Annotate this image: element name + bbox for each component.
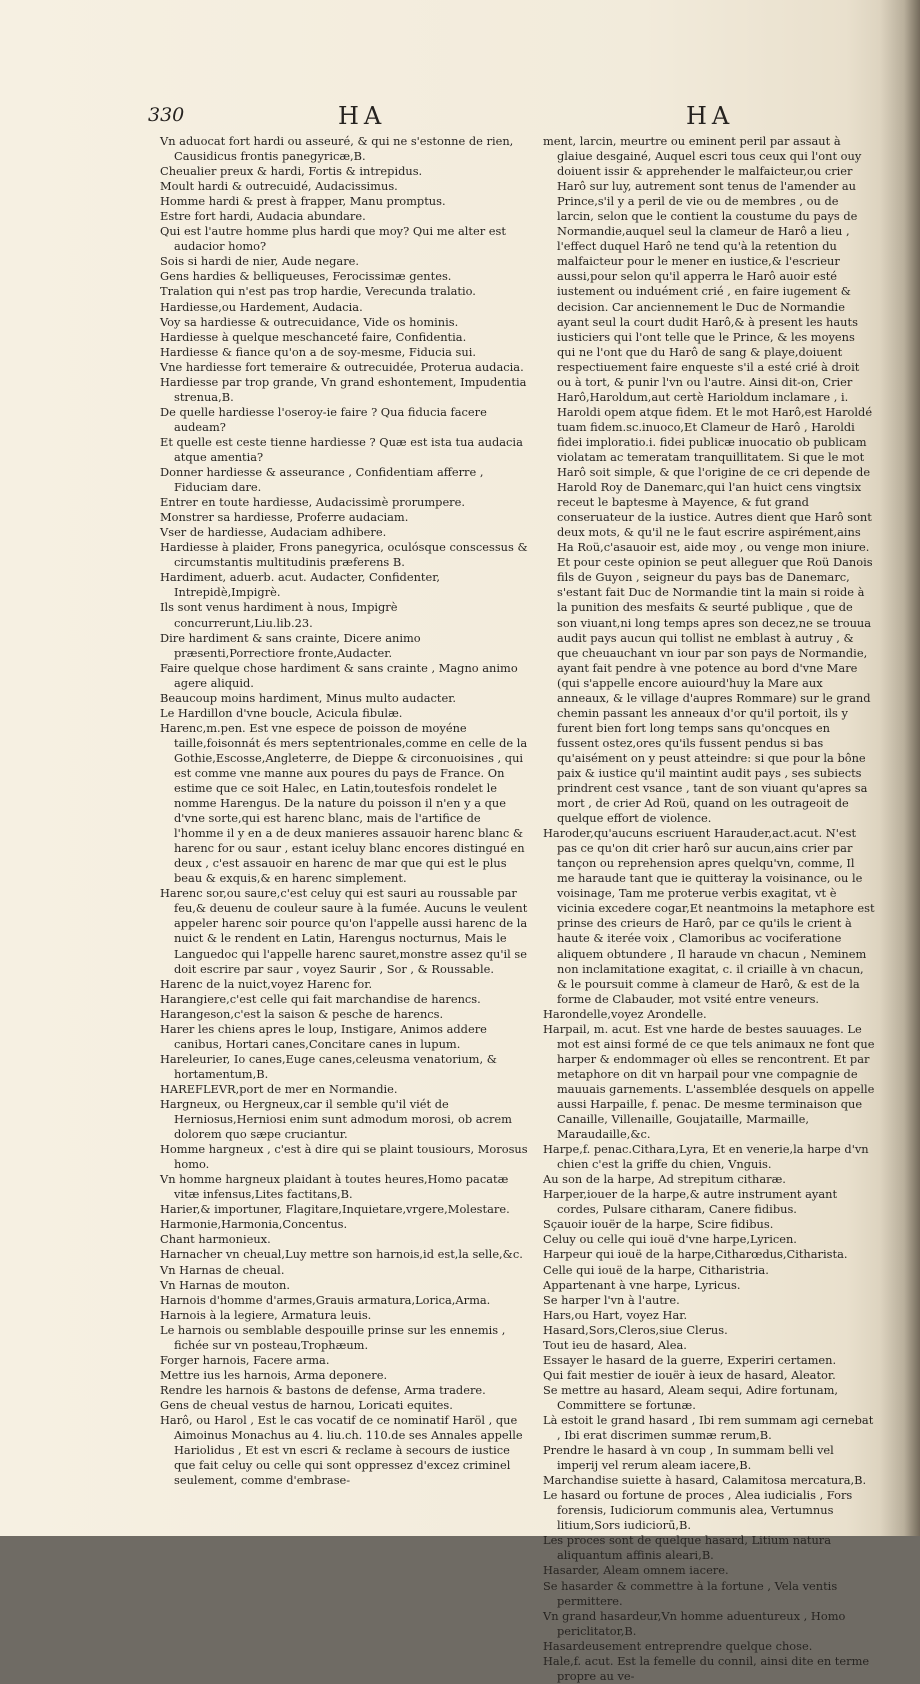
dictionary-entry: Homme hardi & prest à frapper, Manu promptus. bbox=[160, 194, 446, 209]
dictionary-entry: Hareleurier, Io canes,Euge canes,celeusma venatorium, & hortamentum,B. bbox=[160, 1051, 497, 1081]
dictionary-entry: Beaucoup moins hardiment, Minus multo audacter. bbox=[160, 690, 457, 705]
dictionary-entry: Harpeur qui iouë de la harpe,Citharœdus,Citharista. bbox=[543, 1247, 848, 1262]
page-header bbox=[148, 104, 868, 134]
dictionary-entry: Hasard,Sors,Cleros,siue Clerus. bbox=[543, 1322, 728, 1337]
dictionary-entry: Et quelle est ceste tienne hardiesse ? Quæ est ista tua audacia atque amentia? bbox=[160, 434, 523, 464]
right-column bbox=[543, 134, 875, 1684]
dictionary-entry: Harenc,m.pen. Est vne espece de poisson de moyéne taille,foisonnát és mers septentrionales,comme en celle de la Gothie,Escosse,Angleterre, de Dieppe & circonuoisines , qui est comme vne manne aux poures du pays de France. On estime que ce soit Halec, en Latin,toutesfois rondelet le nomme Harengus. De la nature du poisson il n'en y a que d'vne sorte,qui est harenc blanc, mais de l'artifice de l'homme il y en a de deux manieres assauoir harenc blanc & harenc for ou saur , estant iceluy blanc encores distingué en deux , c'est assauoir en harenc de mar que qui est le plus beau & exquis,& en harenc simplement. bbox=[160, 720, 528, 886]
dictionary-entry: Vn Harnas de mouton. bbox=[160, 1277, 290, 1292]
dictionary-entry: Chant harmonieux. bbox=[160, 1232, 271, 1247]
dictionary-entry: Gens hardies & belliqueuses, Ferocissimæ gentes. bbox=[160, 269, 452, 284]
dictionary-entry: Hardiesse,ou Hardement, Audacia. bbox=[160, 299, 363, 314]
dictionary-entry: Voy sa hardiesse & outrecuidance, Vide os hominis. bbox=[160, 314, 459, 329]
dictionary-entry: Hardiesse à plaider, Frons panegyrica, oculósque conscessus & circumstantis multitudinis præferens B. bbox=[160, 540, 528, 570]
dictionary-entry: Harnacher vn cheual,Luy mettre son harnois,id est,la selle,&c. bbox=[160, 1247, 523, 1262]
dictionary-entry: Harmonie,Harmonia,Concentus. bbox=[160, 1217, 348, 1232]
dictionary-entry: Harangiere,c'est celle qui fait marchandise de harencs. bbox=[160, 991, 481, 1006]
dictionary-entry: Harpe,f. penac.Cithara,Lyra, Et en venerie,la harpe d'vn chien c'est la griffe du chien, Vnguis. bbox=[543, 1142, 869, 1172]
dictionary-entry: Cheualier preux & hardi, Fortis & intrepidus. bbox=[160, 164, 423, 179]
dictionary-entry: Hargneux, ou Hergneux,car il semble qu'il viét de Herniosus,Herniosi enim sunt admodum morosi, ob acrem dolorem quo sæpe cruciantur. bbox=[160, 1097, 512, 1142]
dictionary-entry: Harenc sor,ou saure,c'est celuy qui est sauri au roussable par feu,& deuenu de couleur saure à la fumée. Aucuns le veulent appeler harenc soir pource qu'on l'appelle aussi harenc de la nuict & le rendent en Latin, Harengus nocturnus, Mais le Languedoc qui l'appelle harenc sauret,monstre assez qu'il se doit escrire par saur , voyez Saurir , Sor , & Roussable. bbox=[160, 886, 528, 976]
dictionary-entry: Sçauoir iouër de la harpe, Scire fidibus. bbox=[543, 1217, 774, 1232]
dictionary-entry: Celuy ou celle qui iouë d'vne harpe,Lyricen. bbox=[543, 1232, 797, 1247]
dictionary-entry: Harangeson,c'est la saison & pesche de harencs. bbox=[160, 1006, 444, 1021]
dictionary-entry: Estre fort hardi, Audacia abundare. bbox=[160, 209, 366, 224]
dictionary-entry: Le hasard ou fortune de proces , Alea iudicialis , Fors forensis, Iudiciorum communis alea, Vertumnus litium,Sors iudiciorū,B. bbox=[543, 1488, 853, 1533]
dictionary-entry: Harnois à la legiere, Armatura leuis. bbox=[160, 1307, 372, 1322]
dictionary-entry: Dire hardiment & sans crainte, Dicere animo præsenti,Porrectiore fronte,Audacter. bbox=[160, 630, 421, 660]
dictionary-entry: Tralation qui n'est pas trop hardie, Verecunda tralatio. bbox=[160, 284, 476, 299]
dictionary-entry: Ils sont venus hardiment à nous, Impigrè concurrerunt,Liu.lib.23. bbox=[160, 600, 398, 630]
dictionary-entry: Celle qui iouë de la harpe, Citharistria. bbox=[543, 1262, 769, 1277]
dictionary-entry: Harô, ou Harol , Est le cas vocatif de ce nominatif Haröl , que Aimoinus Monachus au 4. liu.ch. 110.de ses Annales appelle Hariolidus , Et est vn escri & reclame à secours de iustice que fait celuy ou celle qui sont oppressez d'excez criminel seulement, comme d'embrase- bbox=[160, 1412, 523, 1488]
dictionary-entry: Prendre le hasard à vn coup , In summam belli vel imperij vel rerum aleam iacere,B. bbox=[543, 1443, 834, 1473]
dictionary-entry: Vn grand hasardeur,Vn homme aduentureux , Homo periclitator,B. bbox=[543, 1608, 846, 1638]
dictionary-entry: Rendre les harnois & bastons de defense, Arma tradere. bbox=[160, 1382, 486, 1397]
dictionary-entry: Se harper l'vn à l'autre. bbox=[543, 1292, 680, 1307]
dictionary-entry: Hardiesse par trop grande, Vn grand eshontement, Impudentia strenua,B. bbox=[160, 374, 527, 404]
dictionary-entry: Sois si hardi de nier, Aude negare. bbox=[160, 254, 359, 269]
dictionary-entry: Le Hardillon d'vne boucle, Acicula fibulæ. bbox=[160, 705, 403, 720]
dictionary-entry: Moult hardi & outrecuidé, Audacissimus. bbox=[160, 179, 398, 194]
dictionary-entry: Vn Harnas de cheual. bbox=[160, 1262, 285, 1277]
dictionary-entry: Qui fait mestier de iouër à ieux de hasard, Aleator. bbox=[543, 1367, 836, 1382]
dictionary-entry: Entrer en toute hardiesse, Audacissimè prorumpere. bbox=[160, 495, 465, 510]
dictionary-entry: Monstrer sa hardiesse, Proferre audaciam. bbox=[160, 510, 409, 525]
dictionary-entry: Gens de cheual vestus de harnou, Loricati equites. bbox=[160, 1397, 453, 1412]
dictionary-entry: Hardiesse & fiance qu'on a de soy-mesme, Fiducia sui. bbox=[160, 344, 476, 359]
dictionary-entry: Hasardeusement entreprendre quelque chose. bbox=[543, 1638, 813, 1653]
running-head-left: HA bbox=[338, 102, 387, 130]
dictionary-entry: Les proces sont de quelque hasard, Litium natura aliquantum affinis aleari,B. bbox=[543, 1533, 832, 1563]
dictionary-entry: Donner hardiesse & asseurance , Confidentiam afferre , Fiduciam dare. bbox=[160, 465, 484, 495]
dictionary-entry: Mettre ius les harnois, Arma deponere. bbox=[160, 1367, 388, 1382]
dictionary-entry: Vn homme hargneux plaidant à toutes heures,Homo pacatæ vitæ infensus,Lites factitans,B. bbox=[160, 1172, 509, 1202]
dictionary-entry: Harer les chiens apres le loup, Instigare, Animos addere canibus, Hortari canes,Concitare canes in lupum. bbox=[160, 1021, 487, 1051]
dictionary-entry: Faire quelque chose hardiment & sans crainte , Magno animo agere aliquid. bbox=[160, 660, 518, 690]
dictionary-entry: Au son de la harpe, Ad strepitum citharæ. bbox=[543, 1172, 786, 1187]
dictionary-entry: Hasarder, Aleam omnem iacere. bbox=[543, 1563, 729, 1578]
dictionary-entry: Tout ieu de hasard, Alea. bbox=[543, 1337, 687, 1352]
dictionary-entry: Hardiment, aduerb. acut. Audacter, Confidenter, Intrepidè,Impigrè. bbox=[160, 570, 441, 600]
dictionary-entry: Harpail, m. acut. Est vne harde de bestes sauuages. Le mot est ainsi formé de ce que tels animaux ne font que harper & endommager où elles se rencontrent. Et par metaphore on dit vn harpail pour vne compagnie de mauuais garnements. L'assemblée desquels on appelle aussi Harpaille, f. penac. De mesme terminaison que Canaille, Villenaille, Goujataille, Marmaille, Maraudaille,&c. bbox=[543, 1021, 875, 1142]
dictionary-entry: Harondelle,voyez Arondelle. bbox=[543, 1006, 707, 1021]
dictionary-entry: ment, larcin, meurtre ou eminent peril par assaut à glaiue desgainé, Auquel escri tous ceux qui l'ont ouy doiuent issir & apprehender le malfaicteur,ou crier Harô sur luy, autrement sont tenus de l'amender au Prince,s'il y a peril de vie ou de membres , ou de larcin, selon que le contient la coustume du pays de Normandie,auquel seul la clameur de Harô a lieu , l'effect duquel Harô ne tend qu'à la retention du malfaicteur pour le mener en iustice,& l'escrieur aussi,pour selon qu'il apperra le Harô auoir esté iustement ou induément crié , en faire iugement & decision. Car anciennement le Duc de Normandie ayant seul la court dudit Harô,& à present les hauts iusticiers qui l'ont telle que le Prince, & les moyens qui ne l'ont que du Harô de sang & playe,doiuent respectiuement faire enqueste s'il a esté crié à droit ou à tort, & punir l'vn ou l'autre. Ainsi dit-on, Crier Harô,Haroldum,aut certè Harioldum inclamare , i. Haroldi opem atque fidem. Et le mot Harô,est Haroldé tuam fidem.sc.inuoco,Et Clameur de Harô , Haroldi fidei imploratio.i. fidei publicæ inuocatio ob publicam violatam ac temeratam tranquillitatem. Si que le mot Harô soit simple, & que l'origine de ce cri depende de Harold Roy de Danemarc,qui l'an huict cens vingtsix receut le baptesme à Mayence, & fut grand conseruateur de la iustice. Autres dient que Harô sont deux mots, & qu'il ne le faut escrire aspirément,ains Ha Roü,c'asauoir est, aide moy , ou venge mon iniure. Et pour ceste opinion se peut alleguer que Roü Danois fils de Guyon , seigneur du pays bas de Danemarc, s'estant fait Duc de Normandie tint la main si roide à la punition des mesfaits & seurté publique , que de son viuant,ni long temps apres son decez,ne se trouua audit pays aucun qui tollist ne emblast à autruy , & que cheuauchant vn iour par son pays de Normandie, ayant fait pendre à vne potence au bord d'vne Mare (qui s'appelle encore auiourd'huy la Mare aux anneaux, & le village d'aupres Rommare) sur le grand chemin passant les anneaux d'or qu'il portoit, ils y furent bien fort long temps sans qu'oncques en fussent ostez,ores qu'ils fussent pendus si bas qu'aisément on y peust atteindre: si que pour la bône paix & iustice qu'il maintint audit pays , ses subiects prindrent cest vsance , tant de son viuant qu'apres sa mort , de crier Ad Roü, quand on les outrageoit de quelque effort de violence. bbox=[543, 134, 873, 826]
dictionary-entry: Hardiesse à quelque meschanceté faire, Confidentia. bbox=[160, 329, 467, 344]
dictionary-entry: Là estoit le grand hasard , Ibi rem summam agi cernebat , Ibi erat discrimen summæ rerum,B. bbox=[543, 1412, 874, 1443]
left-column bbox=[160, 134, 532, 1488]
dictionary-entry: Forger harnois, Facere arma. bbox=[160, 1352, 330, 1367]
dictionary-entry: Marchandise suiette à hasard, Calamitosa mercatura,B. bbox=[543, 1473, 867, 1488]
dictionary-entry: Vser de hardiesse, Audaciam adhibere. bbox=[160, 525, 387, 540]
dictionary-entry: Essayer le hasard de la guerre, Experiri certamen. bbox=[543, 1352, 837, 1367]
page-number: 330 bbox=[148, 104, 185, 126]
dictionary-entry: De quelle hardiesse l'oseroy-ie faire ? Qua fiducia facere audeam? bbox=[160, 404, 487, 434]
dictionary-entry: Homme hargneux , c'est à dire qui se plaint tousiours, Morosus homo. bbox=[160, 1142, 528, 1172]
dictionary-entry: Harnois d'homme d'armes,Grauis armatura,Lorica,Arma. bbox=[160, 1292, 491, 1307]
running-head-right: HA bbox=[686, 102, 735, 130]
dictionary-entry: Se mettre au hasard, Aleam sequi, Adire fortunam, Committere se fortunæ. bbox=[543, 1382, 839, 1412]
dictionary-entry: Appartenant à vne harpe, Lyricus. bbox=[543, 1277, 741, 1292]
dictionary-entry: Qui est l'autre homme plus hardi que moy? Qui me alter est audacior homo? bbox=[160, 224, 506, 254]
page-gutter-shadow bbox=[880, 0, 920, 1536]
dictionary-entry: Se hasarder & commettre à la fortune , Vela ventis permittere. bbox=[543, 1578, 838, 1608]
dictionary-entry: HAREFLEVR,port de mer en Normandie. bbox=[160, 1081, 398, 1096]
dictionary-entry: Harper,iouer de la harpe,& autre instrument ayant cordes, Pulsare citharam, Canere fidibus. bbox=[543, 1187, 838, 1217]
dictionary-entry: Harier,& importuner, Flagitare,Inquietare,vrgere,Molestare. bbox=[160, 1202, 510, 1217]
dictionary-entry: Le harnois ou semblable despouille prinse sur les ennemis , fichée sur vn posteau,Trophæum. bbox=[160, 1322, 506, 1352]
dictionary-entry: Haroder,qu'aucuns escriuent Harauder,act.acut. N'est pas ce qu'on dit crier harô sur aucun,ains crier par tançon ou reprehension apres quelqu'vn, comme, Il me haraude tant que ie quitteray la voisinance, ou le voisinage, Tam me proterue verbis exagitat, vt è vicinia excedere cogar,Et neantmoins la metaphore est prinse des crieurs de Harô, par ce qu'ils le crient à haute & iterée voix , Clamoribus ac vociferatione aliquem obtundere , Il haraude vn chacun , Neminem non inclamitatione exagitat, c. il criaille à vn chacun, & le poursuit comme à clameur de Harô, & est de la forme de Clabauder, mot vsité entre veneurs. bbox=[543, 826, 875, 1006]
dictionary-entry: Vne hardiesse fort temeraire & outrecuidée, Proterua audacia. bbox=[160, 359, 524, 374]
dictionary-entry: Hars,ou Hart, voyez Har. bbox=[543, 1307, 688, 1322]
dictionary-entry: Harenc de la nuict,voyez Harenc for. bbox=[160, 976, 373, 991]
dictionary-entry: Hale,f. acut. Est la femelle du connil, ainsi dite en terme propre au ve- bbox=[543, 1653, 870, 1683]
dictionary-entry: Vn aduocat fort hardi ou asseuré, & qui ne s'estonne de rien, Causidicus frontis panegyricæ,B. bbox=[160, 134, 514, 164]
